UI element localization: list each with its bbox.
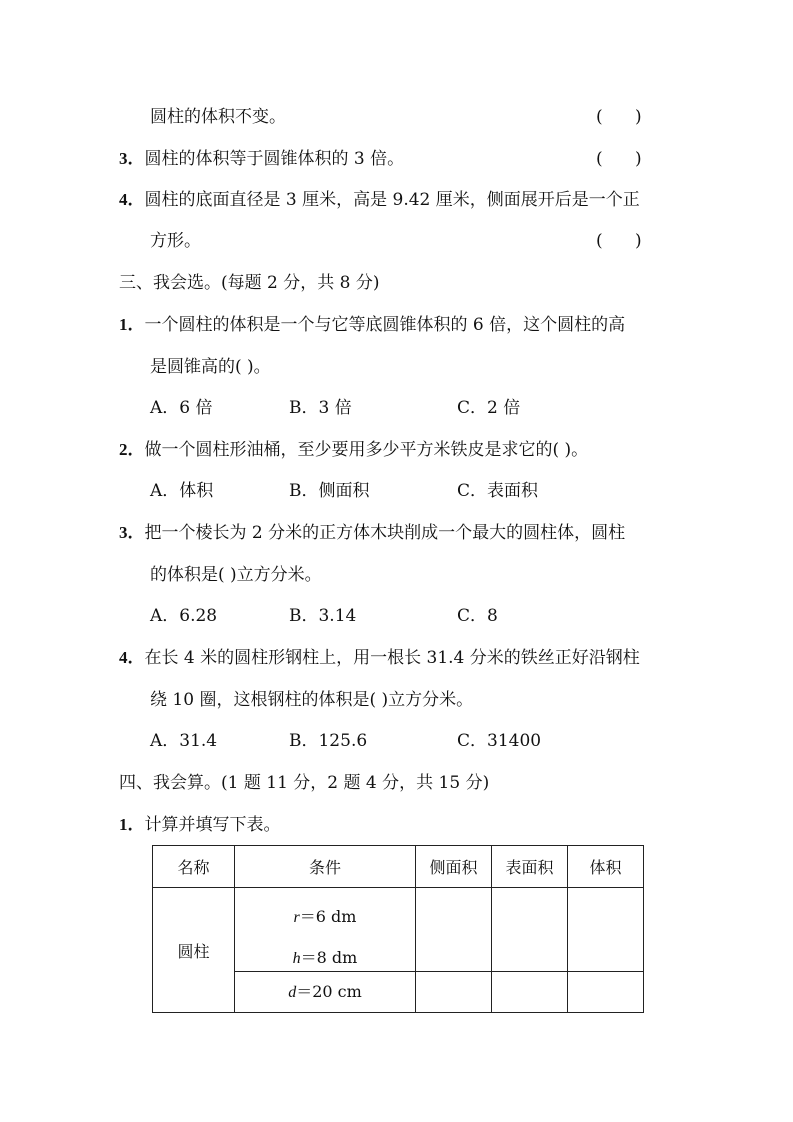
condition-cell bbox=[235, 888, 416, 972]
var-d: d bbox=[288, 983, 297, 1001]
option-b[interactable]: B．3 倍 bbox=[289, 398, 352, 418]
choice-q4-continuation: 绕 10 圈，这根钢柱的体积是( )立方分米。 bbox=[150, 690, 474, 710]
answer-cell[interactable] bbox=[492, 972, 568, 1013]
calc-q1 bbox=[119, 814, 281, 836]
answer-paren[interactable]: ( ) bbox=[596, 107, 642, 127]
option-b[interactable]: B．3.14 bbox=[289, 606, 357, 626]
answer-cell[interactable] bbox=[416, 972, 492, 1013]
item-number: 3． bbox=[119, 523, 145, 542]
judge-item2-continuation: 圆柱的体积不变。 bbox=[150, 107, 286, 127]
row-name-cylinder: 圆柱 bbox=[153, 888, 235, 1013]
item-text: 在长 4 米的圆柱形钢柱上，用一根长 31.4 分米的铁丝正好沿钢柱 bbox=[144, 648, 640, 668]
answer-cell[interactable] bbox=[492, 888, 568, 972]
item-number: 1． bbox=[119, 315, 145, 334]
item-text: 把一个棱长为 2 分米的正方体木块削成一个最大的圆柱体，圆柱 bbox=[144, 523, 626, 543]
item-text: 做一个圆柱形油桶，至少要用多少平方米铁皮是求它的( )。 bbox=[144, 440, 589, 460]
answer-paren[interactable]: ( ) bbox=[596, 149, 642, 169]
choice-q4 bbox=[119, 647, 640, 669]
answer-cell[interactable] bbox=[568, 888, 644, 972]
answer-paren[interactable]: ( ) bbox=[596, 231, 642, 251]
judge-item3 bbox=[119, 148, 404, 170]
header-name: 名称 bbox=[153, 846, 235, 888]
header-condition: 条件 bbox=[235, 846, 416, 888]
item-number: 1． bbox=[119, 815, 145, 834]
calculation-table bbox=[152, 845, 644, 1013]
option-a[interactable]: A．6 倍 bbox=[150, 398, 213, 418]
choice-q1-continuation: 是圆锥高的( )。 bbox=[150, 357, 271, 377]
item-text: 圆柱的底面直径是 3 厘米，高是 9.42 厘米，侧面展开后是一个正 bbox=[144, 190, 640, 210]
header-volume: 体积 bbox=[568, 846, 644, 888]
answer-cell[interactable] bbox=[416, 888, 492, 972]
option-b[interactable]: B．125.6 bbox=[289, 731, 368, 751]
choice-q3-continuation: 的体积是( )立方分米。 bbox=[150, 565, 322, 585]
option-c[interactable]: C．2 倍 bbox=[457, 398, 521, 418]
table-header-row bbox=[153, 846, 644, 888]
value-text: ＝6 dm bbox=[299, 906, 357, 926]
choice-q3 bbox=[119, 522, 625, 544]
item-text: 一个圆柱的体积是一个与它等底圆锥体积的 6 倍，这个圆柱的高 bbox=[144, 315, 626, 335]
answer-cell[interactable] bbox=[568, 972, 644, 1013]
option-c[interactable]: C．8 bbox=[457, 606, 498, 626]
item-number: 2． bbox=[119, 440, 145, 459]
option-c[interactable]: C．表面积 bbox=[457, 481, 539, 501]
table-row bbox=[153, 888, 644, 972]
item-number: 3． bbox=[119, 149, 145, 168]
value-text: ＝20 cm bbox=[296, 981, 362, 1001]
item-text: 计算并填写下表。 bbox=[144, 815, 281, 835]
section4-title: 四、我会算。(1 题 11 分，2 题 4 分，共 15 分) bbox=[119, 773, 490, 793]
condition-diameter bbox=[235, 982, 415, 1003]
item-number: 4． bbox=[119, 648, 145, 667]
option-b[interactable]: B．侧面积 bbox=[289, 481, 370, 501]
header-lateral-area: 侧面积 bbox=[416, 846, 492, 888]
condition-radius bbox=[235, 907, 415, 928]
var-h: h bbox=[292, 949, 301, 967]
item-text: 圆柱的体积等于圆锥体积的 3 倍。 bbox=[144, 149, 405, 169]
option-a[interactable]: A．体积 bbox=[150, 481, 214, 501]
option-a[interactable]: A．6.28 bbox=[150, 606, 218, 626]
condition-cell bbox=[235, 972, 416, 1013]
section3-title: 三、我会选。(每题 2 分，共 8 分) bbox=[119, 273, 380, 293]
condition-height bbox=[235, 948, 415, 969]
option-a[interactable]: A．31.4 bbox=[150, 731, 218, 751]
item-number: 4． bbox=[119, 190, 145, 209]
value-text: ＝8 dm bbox=[300, 947, 358, 967]
judge-item4-continuation: 方形。 bbox=[150, 231, 201, 251]
judge-item4 bbox=[119, 189, 640, 211]
option-c[interactable]: C．31400 bbox=[457, 731, 542, 751]
header-surface-area: 表面积 bbox=[492, 846, 568, 888]
var-r: r bbox=[293, 908, 300, 926]
choice-q1 bbox=[119, 314, 625, 336]
choice-q2 bbox=[119, 439, 588, 461]
